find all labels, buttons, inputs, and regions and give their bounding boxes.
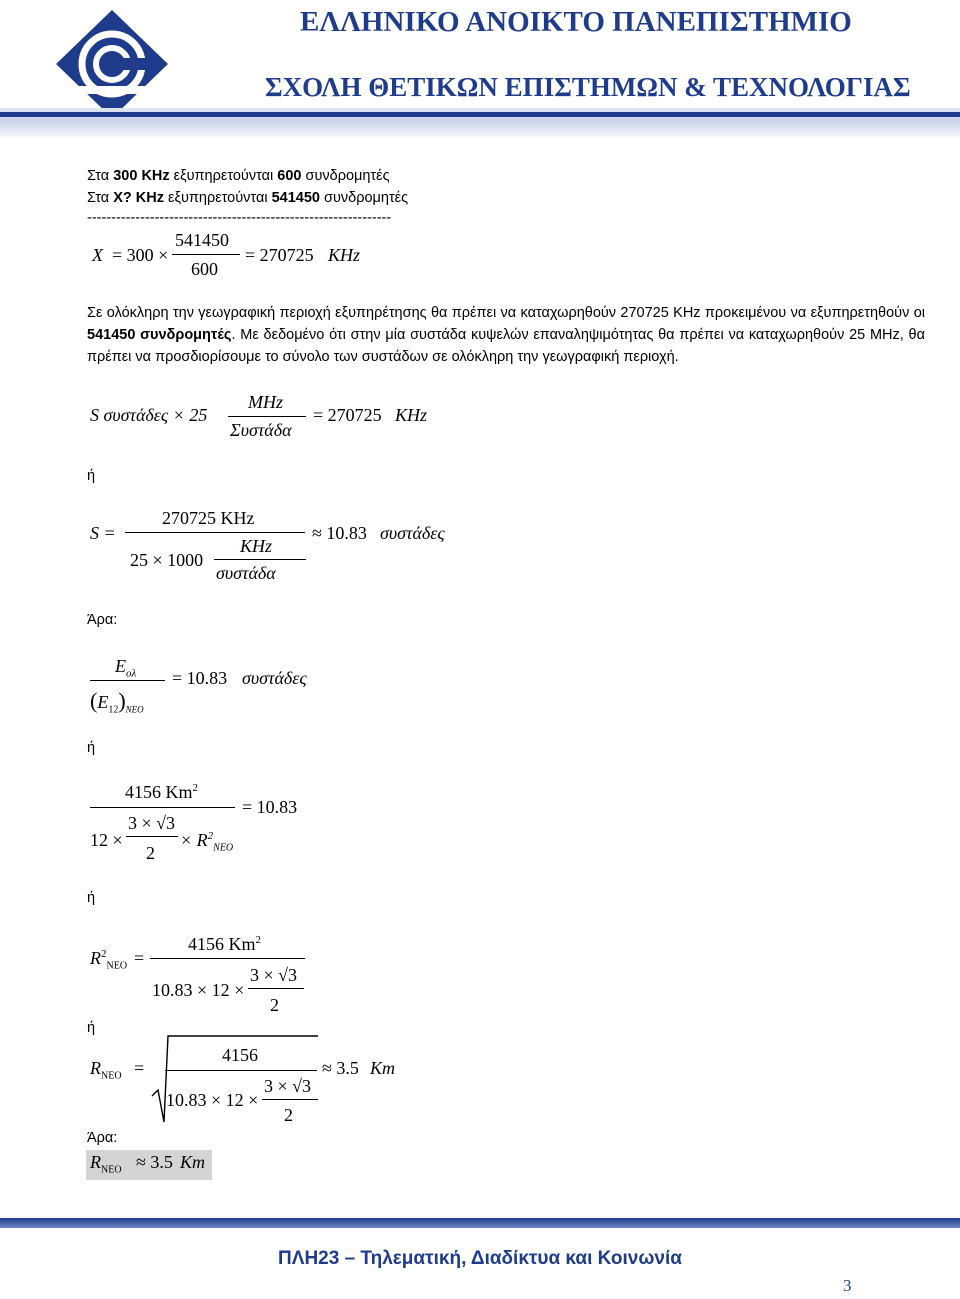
page-number: 3 xyxy=(843,1276,852,1295)
paragraph-explanation: Σε ολόκληρη την γεωγραφική περιοχή εξυπηρέτησης θα πρέπει να καταχωρηθούν 270725 KHz προκειμένου να εξυπηρετηθούν οι 541450 συνδρομητές. Με δεδομένο ότι στην μία συστάδα κυψελών επαναληψιμότητας θα πρέπει να καταχωρηθούν 25 MHz, θα πρέπει να προσδιορίσουμε το σύνολο των συστάδων σε ολόκληρη την γεωγραφική περιοχή. xyxy=(87,305,926,365)
or-word-4: ή xyxy=(87,1020,96,1036)
therefore-word-1: Άρα: xyxy=(87,612,118,628)
dash-separator: --------------------------------------------------------------- xyxy=(87,210,392,226)
therefore-word-2: Άρα: xyxy=(87,1130,118,1146)
or-word-3: ή xyxy=(87,890,96,906)
school-title: ΣΧΟΛΗ ΘΕΤΙΚΩΝ ΕΠΙΣΤΗΜΩΝ & ΤΕΧΝΟΛΟΓΙΑΣ xyxy=(265,72,911,102)
intro-line-1: Στα 300 KHz εξυπηρετούνται 600 συνδρομητές xyxy=(87,168,390,184)
university-logo-icon xyxy=(52,8,172,120)
or-word-2: ή xyxy=(87,740,96,756)
or-word-1: ή xyxy=(87,468,96,484)
header-rule xyxy=(0,112,960,117)
footer-course: ΠΛΗ23 – Τηλεματική, Διαδίκτυα και Κοινωνία xyxy=(278,1248,682,1269)
footer-rule xyxy=(0,1218,960,1228)
intro-line-2: Στα Χ? KHz εξυπηρετούνται 541450 συνδρομητές xyxy=(87,190,409,206)
university-title: ΕΛΛΗΝΙΚΟ ΑΝΟΙΚΤΟ ΠΑΝΕΠΙΣΤΗΜΙΟ xyxy=(300,6,852,38)
